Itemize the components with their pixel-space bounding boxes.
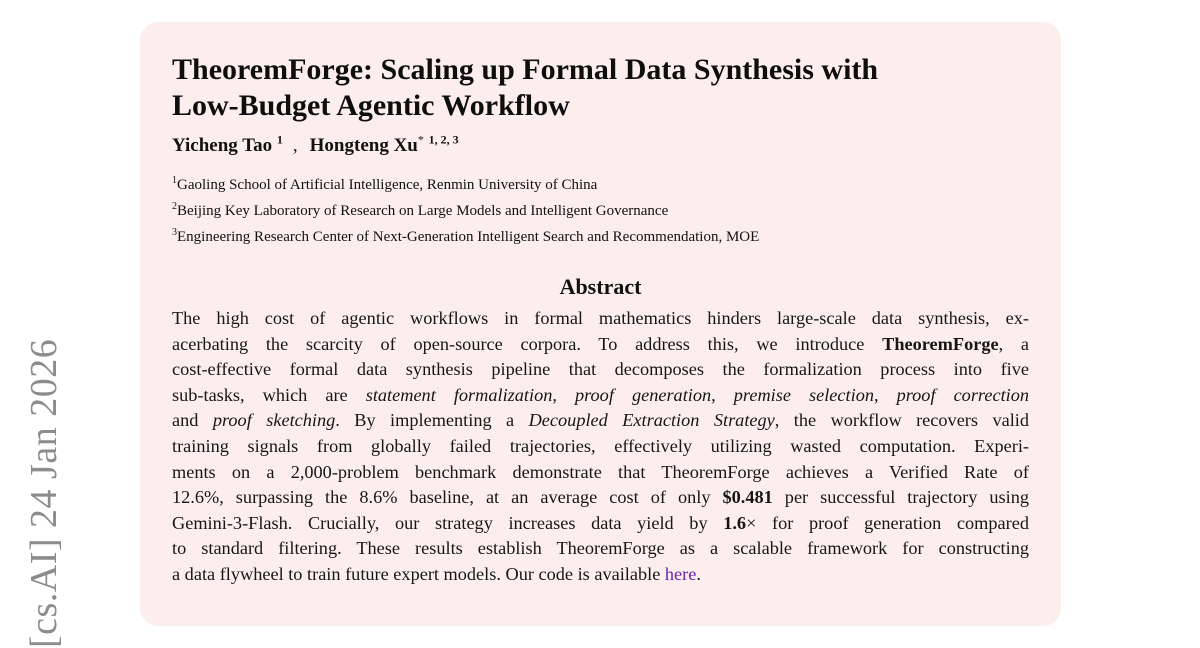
text-run: , xyxy=(711,384,734,405)
abstract-line: ments on a 2,000-problem benchmark demonstrate that TheoremForge achieves a Verified Rate of xyxy=(172,461,1029,482)
text-run: Gemini-3-Flash. Crucially, our strategy increases data yield by xyxy=(172,512,724,533)
text-run: acerbating the scarcity of open-source corpora. To address this, we introduce xyxy=(172,333,883,354)
abstract-line xyxy=(172,511,1029,537)
title-line-2: Low-Budget Agentic Workflow xyxy=(172,89,570,122)
times-symbol: × xyxy=(746,512,757,533)
corresponding-mark: * xyxy=(417,132,424,147)
text-run: 12.6%, surpassing the 8.6% baseline, at an average cost of only xyxy=(172,487,723,508)
abstract-heading: Abstract xyxy=(559,274,642,299)
abstract-line: The high cost of agentic workflows in formal mathematics hinders large-scale data synthesis, ex- xyxy=(172,308,1029,328)
italic-term: proof correction xyxy=(896,384,1030,405)
bold-term: 1.6 xyxy=(723,512,747,533)
italic-term: Decoupled Extraction Strategy xyxy=(528,410,775,431)
affiliation-text: Gaoling School of Artificial Intelligence, Renmin University of China xyxy=(177,177,598,193)
arxiv-side-stamp: [cs.AI] 24 Jan 2026 xyxy=(23,338,65,648)
affiliation-text: Beijing Key Laboratory of Research on Large Models and Intelligent Governance xyxy=(177,203,669,219)
italic-term: proof generation xyxy=(574,384,712,405)
title-line-1: TheoremForge: Scaling up Formal Data Synthesis with xyxy=(172,53,879,86)
affiliation-item xyxy=(172,224,1029,250)
italic-term: statement formalization xyxy=(365,384,553,405)
text-run: and xyxy=(172,410,213,431)
italic-term: proof sketching xyxy=(212,410,336,431)
abstract-body xyxy=(172,306,1029,588)
author-affil-sup: 1, 2, 3 xyxy=(428,132,459,147)
author-name: Yicheng Tao xyxy=(172,135,273,156)
affiliation-item xyxy=(172,172,1029,198)
paper-header-card xyxy=(140,22,1061,626)
code-link[interactable]: here xyxy=(664,563,697,584)
author-separator: , xyxy=(292,135,298,156)
author-list xyxy=(172,134,1029,158)
abstract-line xyxy=(172,562,1029,588)
affiliation-item xyxy=(172,198,1029,224)
italic-term: premise selection xyxy=(733,384,874,405)
text-run: . By implementing a xyxy=(335,410,529,431)
abstract-line xyxy=(172,485,1029,511)
abstract-line xyxy=(172,332,1029,358)
author-name: Hongteng Xu xyxy=(309,135,418,156)
affiliation-number: 2 xyxy=(172,201,177,212)
text-run: for proof generation compared xyxy=(756,512,1030,533)
abstract-line: training signals from globally failed trajectories, effectively utilizing wasted computation. Experi- xyxy=(172,435,1029,456)
text-run: , the workflow recovers valid xyxy=(774,410,1030,431)
bold-term: $0.481 xyxy=(722,487,773,508)
affiliation-text: Engineering Research Center of Next-Generation Intelligent Search and Recommendation, MOE xyxy=(177,229,760,245)
text-run: a data flywheel to train future expert models. Our code is available xyxy=(172,563,665,584)
text-run: , xyxy=(873,384,897,405)
text-run: per successful trajectory using xyxy=(772,487,1029,508)
text-run: , xyxy=(552,384,575,405)
affiliation-number: 1 xyxy=(172,175,177,186)
affiliation-list xyxy=(172,172,1029,250)
affiliation-number: 3 xyxy=(172,227,177,238)
abstract-line xyxy=(172,383,1029,409)
text-run: sub-tasks, which are xyxy=(172,384,366,405)
text-run: . xyxy=(696,563,701,584)
abstract-line: to standard filtering. These results establish TheoremForge as a scalable framework for constructing xyxy=(172,538,1029,559)
bold-term: TheoremForge xyxy=(882,333,999,354)
paper-title xyxy=(172,52,1029,124)
abstract-line xyxy=(172,408,1029,434)
author-affil-sup: 1 xyxy=(276,132,283,147)
text-run: , a xyxy=(998,333,1029,354)
abstract-line: cost-effective formal data synthesis pipeline that decomposes the formalization process into five xyxy=(172,359,1029,380)
